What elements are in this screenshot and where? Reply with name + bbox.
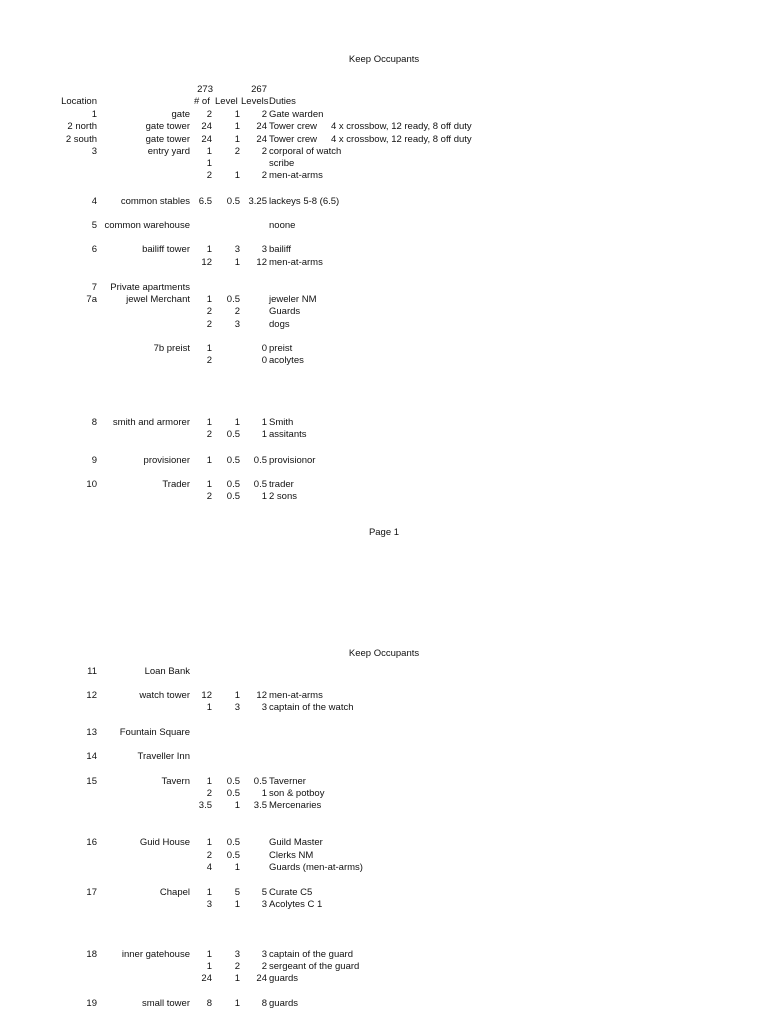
- count-cell: 1: [206, 702, 212, 713]
- location-name-cell: common warehouse: [104, 220, 190, 231]
- count-cell: 2: [206, 850, 212, 861]
- duty-cell: Smith: [269, 417, 294, 428]
- location-name-cell: gate tower: [145, 134, 190, 145]
- column-header-location: Location: [61, 96, 97, 107]
- location-name-cell: inner gatehouse: [121, 949, 190, 960]
- duty-cell: Clerks NM: [269, 850, 314, 861]
- duty-cell: Guards: [269, 306, 301, 317]
- level-cell: 1: [234, 170, 240, 181]
- count-cell: 2: [206, 319, 212, 330]
- duty-cell: captain of the guard: [269, 949, 353, 960]
- levels-cell: 2: [261, 170, 267, 181]
- levels-cell: 0: [261, 343, 267, 354]
- column-header-duties: Duties: [269, 96, 296, 107]
- levels-cell: 0: [261, 355, 267, 366]
- location-cell: 13: [86, 727, 97, 738]
- duty-note-cell: 4 x crossbow, 12 ready, 8 off duty: [331, 121, 472, 132]
- location-cell: 16: [86, 837, 97, 848]
- levels-cell: 2: [261, 109, 267, 120]
- levels-cell: 3: [261, 949, 267, 960]
- count-cell: 2: [206, 170, 212, 181]
- levels-cell: 8: [261, 998, 267, 1009]
- count-cell: 1: [206, 417, 212, 428]
- duty-cell: dogs: [269, 319, 290, 330]
- levels-cell: 0.5: [253, 455, 267, 466]
- level-cell: 1: [234, 417, 240, 428]
- level-cell: 1: [234, 134, 240, 145]
- duty-cell: acolytes: [269, 355, 304, 366]
- level-cell: 1: [234, 690, 240, 701]
- levels-cell: 3.25: [248, 196, 267, 207]
- level-cell: 2: [234, 961, 240, 972]
- count-cell: 1: [206, 961, 212, 972]
- location-name-cell: gate: [171, 109, 190, 120]
- count-cell: 8: [206, 998, 212, 1009]
- duty-cell: guards: [269, 998, 299, 1009]
- level-cell: 1: [234, 899, 240, 910]
- location-name-cell: Traveller Inn: [137, 751, 190, 762]
- location-cell: 18: [86, 949, 97, 960]
- duty-cell: Acolytes C 1: [269, 899, 323, 910]
- level-cell: 5: [234, 887, 240, 898]
- location-name-cell: Trader: [162, 479, 190, 490]
- level-cell: 1: [234, 800, 240, 811]
- level-cell: 3: [234, 244, 240, 255]
- duty-cell: assitants: [269, 429, 307, 440]
- duty-cell: Tower crew: [269, 134, 318, 145]
- location-cell: 6: [91, 244, 97, 255]
- count-cell: 12: [201, 690, 212, 701]
- levels-cell: 24: [256, 121, 267, 132]
- levels-cell: 2: [261, 961, 267, 972]
- level-cell: 0.5: [226, 294, 240, 305]
- column-header-num-of: # of: [194, 96, 210, 107]
- location-name-cell: Loan Bank: [144, 666, 190, 677]
- location-cell: 7: [91, 282, 97, 293]
- count-cell: 24: [201, 973, 212, 984]
- count-cell: 1: [206, 455, 212, 466]
- count-cell: 3: [206, 899, 212, 910]
- level-cell: 0.5: [226, 850, 240, 861]
- location-name-cell: entry yard: [147, 146, 190, 157]
- duty-cell: preist: [269, 343, 293, 354]
- sheet-page-2: [0, 594, 768, 1024]
- duty-cell: Tower crew: [269, 121, 318, 132]
- column-header-levels: Levels: [241, 96, 269, 107]
- duty-cell: provisionor: [269, 455, 316, 466]
- count-cell: 4: [206, 862, 212, 873]
- level-cell: 1: [234, 998, 240, 1009]
- level-cell: 2: [234, 306, 240, 317]
- levels-cell: 3.5: [253, 800, 267, 811]
- location-name-cell: bailiff tower: [142, 244, 190, 255]
- sheet-title: Keep Occupants: [348, 648, 420, 659]
- total-count: 273: [197, 84, 213, 95]
- duty-cell: guards: [269, 973, 299, 984]
- level-cell: 0.5: [226, 429, 240, 440]
- count-cell: 1: [206, 158, 212, 169]
- location-name-cell: watch tower: [139, 690, 190, 701]
- duty-cell: jeweler NM: [269, 294, 317, 305]
- duty-cell: men-at-arms: [269, 170, 323, 181]
- levels-cell: 1: [261, 417, 267, 428]
- duty-cell: 2 sons: [269, 491, 297, 502]
- levels-cell: 12: [256, 690, 267, 701]
- location-cell: 14: [86, 751, 97, 762]
- count-cell: 1: [206, 837, 212, 848]
- page-footer: Page 1: [368, 527, 400, 538]
- duty-cell: bailiff: [269, 244, 292, 255]
- duty-cell: men-at-arms: [269, 257, 323, 268]
- level-cell: 0.5: [226, 479, 240, 490]
- count-cell: 2: [206, 429, 212, 440]
- count-cell: 24: [201, 134, 212, 145]
- location-name-cell: Guid House: [139, 837, 190, 848]
- duty-cell: captain of the watch: [269, 702, 354, 713]
- location-name-cell: Tavern: [161, 776, 190, 787]
- level-cell: 1: [234, 973, 240, 984]
- sheet-title: Keep Occupants: [348, 54, 420, 65]
- duty-cell: corporal of watch: [269, 146, 342, 157]
- location-cell: 7a: [86, 294, 97, 305]
- duty-note-cell: 4 x crossbow, 12 ready, 8 off duty: [331, 134, 472, 145]
- levels-cell: 5: [261, 887, 267, 898]
- location-name-cell: Chapel: [159, 887, 190, 898]
- level-cell: 3: [234, 702, 240, 713]
- duty-cell: men-at-arms: [269, 690, 323, 701]
- duty-cell: lackeys 5-8 (6.5): [269, 196, 340, 207]
- count-cell: 2: [206, 355, 212, 366]
- level-cell: 0.5: [226, 788, 240, 799]
- count-cell: 6.5: [198, 196, 212, 207]
- location-name-cell: small tower: [141, 998, 190, 1009]
- count-cell: 2: [206, 306, 212, 317]
- level-cell: 1: [234, 121, 240, 132]
- location-cell: 19: [86, 998, 97, 1009]
- duty-cell: son & potboy: [269, 788, 325, 799]
- column-header-level: Level: [215, 96, 238, 107]
- level-cell: 0.5: [226, 837, 240, 848]
- level-cell: 2: [234, 146, 240, 157]
- levels-cell: 3: [261, 899, 267, 910]
- location-cell: 11: [87, 666, 97, 677]
- duty-cell: Taverner: [269, 776, 306, 787]
- levels-cell: 3: [261, 702, 267, 713]
- location-cell: 4: [91, 196, 97, 207]
- levels-cell: 0.5: [253, 776, 267, 787]
- levels-cell: 12: [256, 257, 267, 268]
- duty-cell: trader: [269, 479, 294, 490]
- level-cell: 3: [234, 319, 240, 330]
- levels-cell: 0.5: [253, 479, 267, 490]
- level-cell: 0.5: [226, 196, 240, 207]
- levels-cell: 1: [261, 491, 267, 502]
- location-name-cell: jewel Merchant: [126, 294, 190, 305]
- count-cell: 3.5: [198, 800, 212, 811]
- duty-cell: noone: [269, 220, 296, 231]
- levels-cell: 1: [261, 429, 267, 440]
- location-cell: 2 north: [67, 121, 97, 132]
- level-cell: 1: [234, 862, 240, 873]
- location-cell: 1: [91, 109, 97, 120]
- count-cell: 2: [206, 788, 212, 799]
- count-cell: 2: [206, 491, 212, 502]
- level-cell: 1: [234, 109, 240, 120]
- duty-cell: Curate C5: [269, 887, 313, 898]
- location-name-cell: 7b preist: [153, 343, 190, 354]
- location-cell: 17: [86, 887, 97, 898]
- count-cell: 12: [201, 257, 212, 268]
- count-cell: 1: [206, 776, 212, 787]
- location-cell: 3: [91, 146, 97, 157]
- duty-cell: Gate warden: [269, 109, 324, 120]
- location-name-cell: common stables: [120, 196, 190, 207]
- levels-cell: 3: [261, 244, 267, 255]
- levels-cell: 1: [261, 788, 267, 799]
- location-cell: 12: [86, 690, 97, 701]
- location-name-cell: smith and armorer: [112, 417, 190, 428]
- count-cell: 1: [206, 294, 212, 305]
- location-cell: 2 south: [65, 134, 97, 145]
- location-name-cell: Fountain Square: [119, 727, 190, 738]
- duty-cell: sergeant of the guard: [269, 961, 360, 972]
- levels-cell: 24: [256, 134, 267, 145]
- level-cell: 3: [234, 949, 240, 960]
- location-cell: 5: [91, 220, 97, 231]
- duty-cell: Guild Master: [269, 837, 323, 848]
- count-cell: 24: [201, 121, 212, 132]
- count-cell: 1: [206, 949, 212, 960]
- count-cell: 2: [206, 109, 212, 120]
- location-cell: 9: [91, 455, 97, 466]
- location-cell: 8: [91, 417, 97, 428]
- count-cell: 1: [206, 479, 212, 490]
- level-cell: 1: [234, 257, 240, 268]
- count-cell: 1: [206, 343, 212, 354]
- level-cell: 0.5: [226, 776, 240, 787]
- location-cell: 15: [86, 776, 97, 787]
- count-cell: 1: [206, 146, 212, 157]
- levels-cell: 24: [256, 973, 267, 984]
- count-cell: 1: [206, 244, 212, 255]
- duty-cell: scribe: [269, 158, 295, 169]
- count-cell: 1: [206, 887, 212, 898]
- location-name-cell: Private apartments: [110, 282, 190, 293]
- level-cell: 0.5: [226, 491, 240, 502]
- duty-cell: Guards (men-at-arms): [269, 862, 363, 873]
- location-cell: 10: [86, 479, 97, 490]
- level-cell: 0.5: [226, 455, 240, 466]
- duty-cell: Mercenaries: [269, 800, 322, 811]
- location-name-cell: gate tower: [145, 121, 190, 132]
- total-levels: 267: [251, 84, 267, 95]
- levels-cell: 2: [261, 146, 267, 157]
- location-name-cell: provisioner: [143, 455, 190, 466]
